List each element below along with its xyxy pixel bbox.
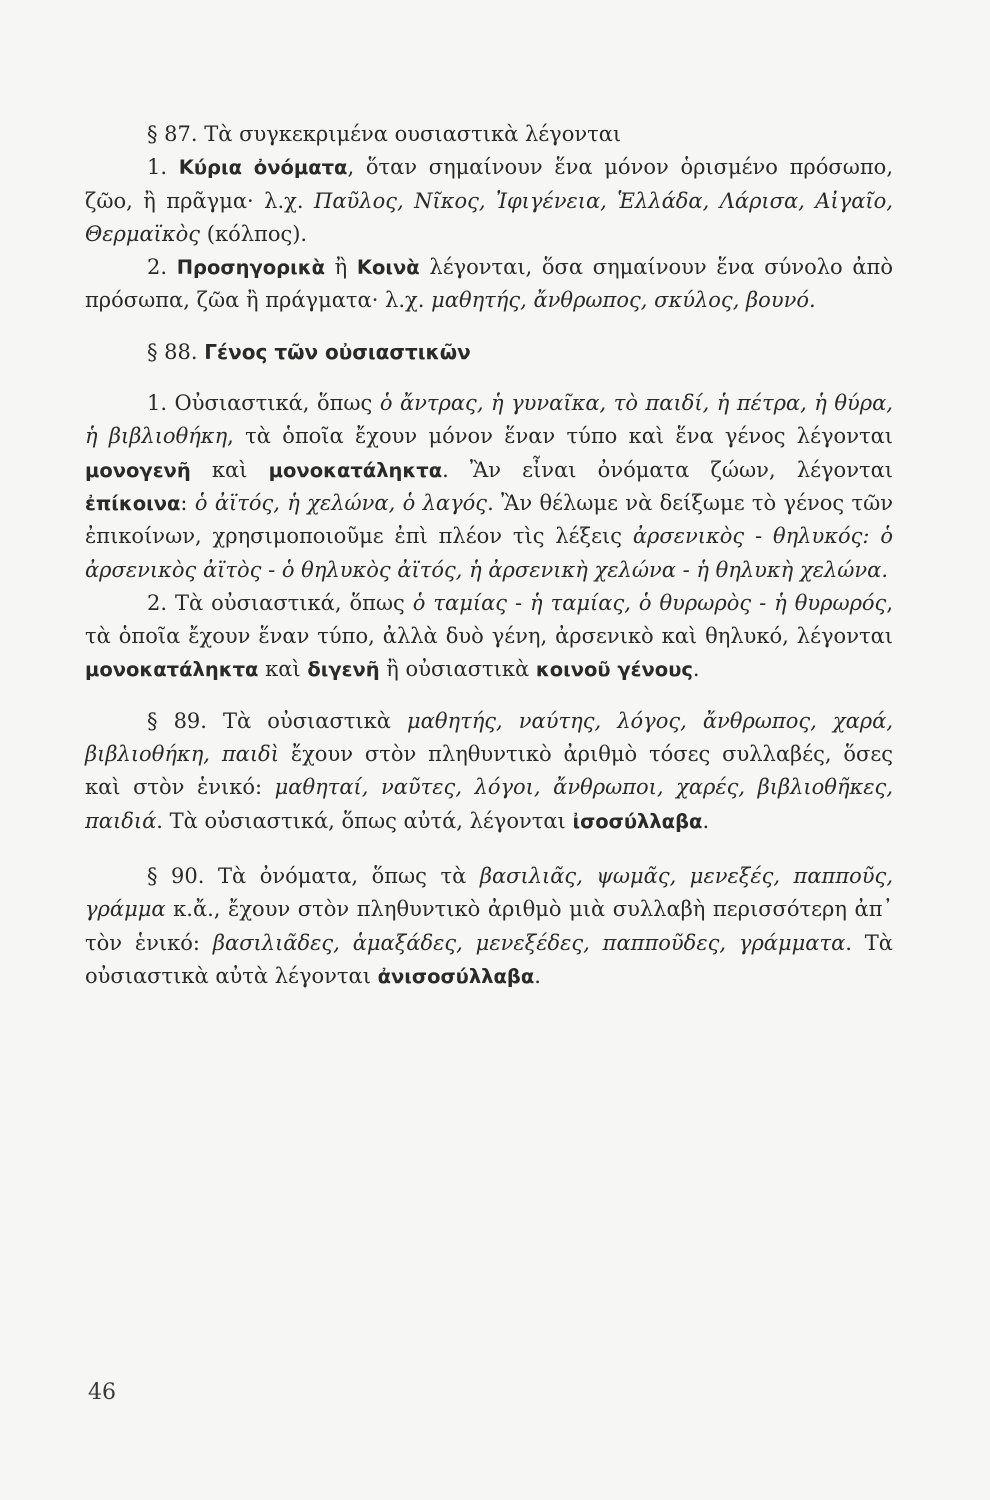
text: . Τὰ οὐσιαστικὰ αὐτὰ λέγονται [85,930,893,988]
text: . Ἂν θέλωμε νὰ δείξωμε τὸ γένος τῶν ἐπικοίνων, χρησιμοποιοῦμε ἐπὶ πλέον τὶς λέξεις [85,490,893,549]
item-number: 1. [147,155,168,180]
term-epikoina: ἐπίκοινα [85,491,181,515]
section-number: § 88. [147,339,198,364]
examples: ὁ ἄντρας, ἡ γυναῖκα, τὸ παιδί, ἡ πέτρα, ἡ θύρα, ἡ βιβλιοθήκη [85,391,893,449]
text: . Ἂν εἶναι ὀνόματα ζώων, λέγονται [442,457,893,482]
text: καὶ [190,457,269,482]
section-87-paragraph-2 [85,251,893,318]
examples: βασιλιᾶς, ψωμᾶς, μενεξές, παπποῦς, γράμμα [85,863,893,922]
text: Τὰ οὐσιαστικὰ [206,708,408,733]
term-koina: Κοινὰ [356,256,420,280]
text: Τὰ ὀνόματα, ὅπως τὰ [204,863,480,888]
section-title: Γένος τῶν οὐσιαστικῶν [204,339,471,364]
examples: Παῦλος, Νῖκος, Ἰφιγένεια, Ἑλλάδα, Λάρισα, Αἰγαῖο, Θερμαϊκὸς [85,188,893,246]
section-89-paragraph [85,705,893,838]
section-87-heading: § 87. Τὰ συγκεκριμένα ουσιαστικὰ λέγονται [147,122,622,146]
examples: ὁ ἀϊτός, ἡ χελώνα, ὁ λαγός [194,490,488,515]
term-anisosyllava: ἀνισοσύλλαβα [377,964,535,988]
examples: ἀρσενικὸς - θηλυκός: ὁ ἀρσενικὸς ἀϊτὸς - ὁ θηλυκὸς ἀϊτός, ἡ ἀρσενικὴ χελώνα - ἡ θηλυκὴ χελώνα. [85,524,894,582]
text: καὶ [258,657,308,682]
text: . Τὰ οὐσιαστικά, ὅπως αὐτά, λέγονται [156,808,573,833]
item-number: 2. [147,590,168,615]
text: . [702,808,710,833]
item-number: 1. [147,391,168,416]
text: . [692,657,700,682]
term-monokatalikta: μονοκατάληκτα [85,658,259,682]
text: Οὐσιαστικά, ὅπως [167,391,380,416]
section-number: § 90. [147,863,205,888]
text: λέγονται, ὅσα σημαίνουν ἕνα σύνολο ἀπὸ πρόσωπα, ζῶα ἢ πράγματα· λ.χ. [85,255,893,313]
item-number: 2. [147,255,168,280]
examples: μαθητής, ναύτης, λόγος, ἄνθρωπος, χαρά, βιβλιοθήκη, παιδὶ [85,708,893,767]
section-90-paragraph [85,860,893,993]
text: , τὰ ὁποῖα ἔχουν μόνον ἕναν τύπο καὶ ἕνα γένος λέγονται [227,424,893,449]
document-page [85,118,893,993]
term-prosigorika: Προσηγορικὰ [176,256,325,280]
text: ἢ οὐσιαστικὰ [379,657,536,682]
text: Τὰ οὐσιαστικά, ὅπως [167,590,413,615]
text: κ.ἄ., ἔχουν στὸν πληθυντικὸ ἀριθμὸ μιὰ συλλαβὴ περισσότερη ἀπ᾽ τὸν ἑνικό: [85,897,893,955]
section-88-paragraph-1 [85,387,893,587]
section-number: § 89. [147,708,207,733]
text: (κόλπος). [200,221,308,246]
text: ἢ [324,255,357,280]
text: . [534,963,541,988]
term-digeni: διγενῆ [307,658,380,682]
examples: μαθηταί, ναῦτες, λόγοι, ἄνθρωποι, χαρές, βιβλιοθῆκες, παιδιά [85,775,893,833]
term-koinou-genous: κοινοῦ γένους [535,658,693,682]
section-88-paragraph-2 [85,587,893,687]
text: ἔχουν στὸν πληθυντικὸ ἀριθμὸ τόσες συλλαβές, ὅσες καὶ στὸν ἑνικό: [85,742,893,800]
page-number: 46 [88,1380,116,1405]
term-monokatalikta: μονοκατάληκτα [268,458,443,482]
examples: βασιλιᾶδες, ἁμαξάδες, μενεξέδες, παπποῦδες, γράμματα [212,930,846,955]
examples: ὁ ταμίας - ἡ ταμίας, ὁ θυρωρὸς - ἡ θυρωρός [412,590,887,615]
term-monogeni: μονογενῆ [85,458,191,482]
text: : [180,490,195,515]
section-87-paragraph-1 [85,151,893,251]
section-88-heading [85,336,893,369]
term-kyria-onomata: Κύρια ὀνόματα [178,156,348,180]
term-isosyllava: ἰσοσύλλαβα [572,809,703,833]
examples: μαθητής, ἄνθρωπος, σκύλος, βουνό. [431,288,816,313]
text: , ὅταν σημαίνουν ἕνα μόνον ὁρισμένο πρόσωπο, ζῶο, ἢ πρᾶγμα· λ.χ. [85,155,893,213]
text: , τὰ ὁποῖα ἔχουν ἕναν τύπο, ἀλλὰ δυὸ γένη, ἀρσενικὸ καὶ θηλυκό, λέγονται [85,590,894,649]
